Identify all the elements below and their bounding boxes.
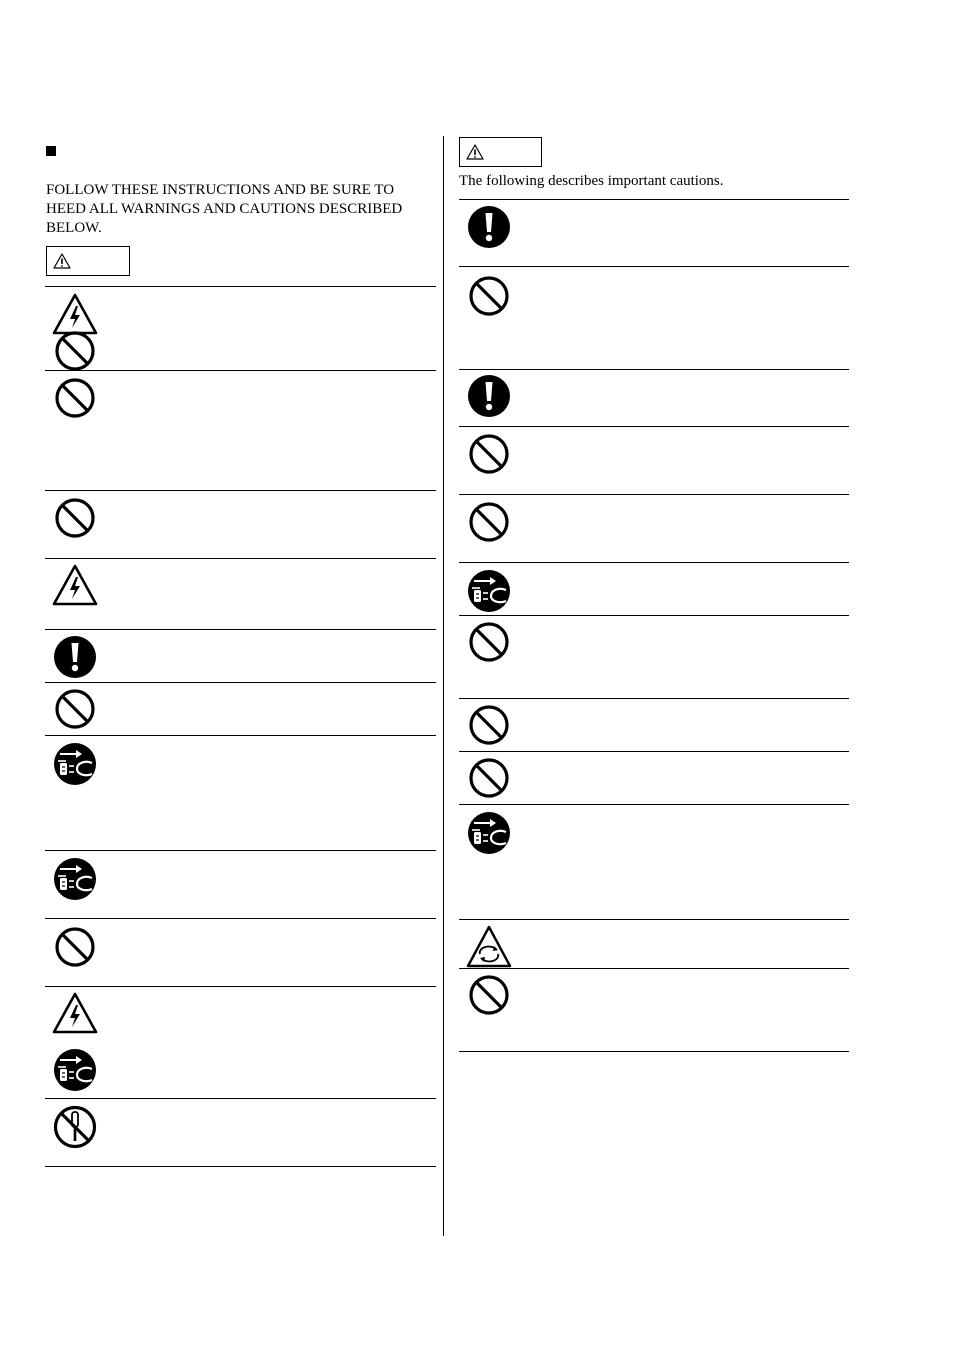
warning-item	[45, 683, 436, 736]
caution-item	[459, 969, 849, 1052]
caution-item	[459, 699, 849, 752]
unplug-power-icon	[466, 810, 512, 856]
mandatory-action-icon	[466, 373, 512, 419]
prohibited-icon	[466, 755, 512, 801]
warning-item	[45, 736, 436, 851]
no-disassembly-icon	[52, 1104, 98, 1150]
caution-item	[459, 370, 849, 427]
mandatory-action-icon	[466, 204, 512, 250]
prohibited-icon	[466, 499, 512, 545]
prohibited-icon	[466, 273, 512, 319]
prohibited-icon	[52, 375, 98, 421]
caution-alert-icon	[466, 144, 484, 160]
warning-signal-box	[46, 246, 130, 276]
warning-item	[45, 371, 436, 491]
caution-item	[459, 805, 849, 920]
prohibited-icon	[52, 495, 98, 541]
prohibited-icon	[52, 924, 98, 970]
caution-item	[459, 200, 849, 267]
intro-text: FOLLOW THESE INSTRUCTIONS AND BE SURE TO HEED ALL WARNINGS AND CAUTIONS DESCRIBED BELOW.	[46, 182, 403, 236]
mandatory-action-icon	[52, 634, 98, 680]
warning-item	[45, 1099, 436, 1167]
prohibited-icon	[466, 619, 512, 665]
prohibited-icon	[466, 702, 512, 748]
caution-item	[459, 752, 849, 805]
unplug-power-icon	[52, 741, 98, 787]
caution-list	[459, 199, 849, 1052]
prohibited-icon	[466, 431, 512, 477]
warning-item	[45, 919, 436, 987]
caution-item	[459, 495, 849, 563]
caution-item	[459, 920, 849, 969]
caution-signal-box	[459, 137, 542, 167]
warning-alert-icon	[53, 253, 71, 269]
caution-note: The following describes important cautions.	[459, 173, 724, 189]
warning-item	[45, 987, 436, 1099]
warning-list	[45, 286, 436, 1167]
warning-item	[45, 491, 436, 559]
section-bullet	[46, 146, 56, 156]
caution-item	[459, 616, 849, 699]
unplug-power-icon	[52, 856, 98, 902]
caution-item	[459, 563, 849, 616]
prohibited-icon	[52, 686, 98, 732]
warning-item	[45, 287, 436, 371]
high-voltage-warning-icon	[52, 991, 98, 1037]
column-divider	[443, 136, 444, 1236]
unplug-power-icon	[466, 568, 512, 614]
prohibited-icon	[52, 328, 98, 374]
rotating-parts-caution-icon	[466, 924, 512, 970]
unplug-power-icon	[52, 1047, 98, 1093]
prohibited-icon	[466, 972, 512, 1018]
warning-item	[45, 559, 436, 630]
warning-item	[45, 630, 436, 683]
high-voltage-warning-icon	[52, 563, 98, 609]
caution-item	[459, 427, 849, 495]
caution-item	[459, 267, 849, 370]
warning-item	[45, 851, 436, 919]
